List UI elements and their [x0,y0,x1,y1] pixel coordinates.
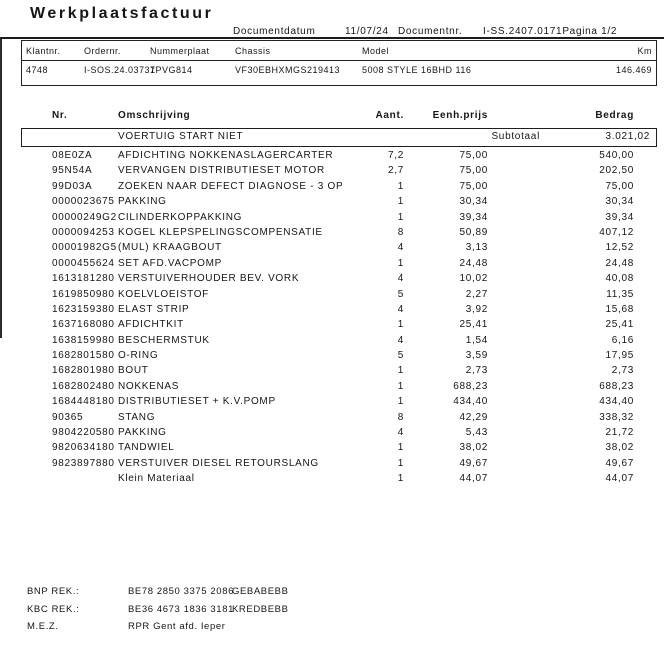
item-qty: 4 [397,303,404,315]
item-description: PAKKING [118,427,167,439]
item-qty: 1 [397,180,404,192]
items-list [0,150,664,489]
table-row [0,396,664,411]
item-description: VERVANGEN DISTRIBUTIESET MOTOR [118,165,325,177]
item-qty: 1 [397,442,404,454]
page-title: Werkplaatsfactuur [30,5,214,22]
item-amount: 434,40 [599,396,634,408]
item-nr: 1682802480 [52,380,115,392]
item-nr: 1637168080 [52,319,115,331]
item-qty: 4 [397,334,404,346]
item-qty: 1 [397,457,404,469]
item-qty: 4 [397,427,404,439]
item-description: STANG [118,411,156,423]
footer-value: BE36 4673 1836 3181 [128,603,234,615]
item-nr: 1638159980 [52,334,115,346]
item-amount: 30,34 [605,196,634,208]
item-description: AFDICHTKIT [118,319,184,331]
header-klantnr: Klantnr. [26,46,61,56]
table-row [0,350,664,365]
table-row [0,273,664,288]
footer-value: RPR Gent afd. Ieper [128,621,226,632]
table-row [0,212,664,227]
header-eenh-prijs: Eenh.prijs [432,110,488,121]
table-row [0,227,664,242]
job-subtotal-row [21,128,657,147]
item-amount: 202,50 [599,165,634,177]
table-row [0,150,664,165]
item-qty: 1 [397,365,404,377]
item-qty: 5 [397,288,404,300]
documentdatum-value: 11/07/24 [345,26,389,37]
header-chassis: Chassis [235,46,271,56]
table-row [0,458,664,473]
item-nr: 1684448180 [52,396,115,408]
item-unit-price: 44,07 [459,473,488,485]
header-nummerplaat: Nummerplaat [150,46,210,56]
item-qty: 8 [397,226,404,238]
vehicle-header-row [22,41,656,61]
item-amount: 25,41 [605,319,634,331]
item-qty: 7,2 [387,150,404,161]
table-row [0,365,664,380]
item-amount: 540,00 [599,150,634,161]
value-model: 5008 STYLE 16BHD 116 [362,65,472,75]
item-qty: 1 [397,380,404,392]
item-unit-price: 3,13 [465,242,488,254]
header-aant: Aant. [375,110,404,121]
item-unit-price: 75,00 [459,165,488,177]
value-km: 146.469 [615,65,652,75]
item-description: NOKKENAS [118,380,180,392]
item-amount: 12,52 [605,242,634,254]
item-description: KOGEL KLEPSPELINGSCOMPENSATIE [118,226,323,238]
item-nr: 0000023675 [52,196,115,208]
item-amount: 15,68 [605,303,634,315]
table-row [0,427,664,442]
table-row [0,319,664,334]
item-description: ELAST STRIP [118,303,190,315]
item-unit-price: 3,92 [465,303,488,315]
item-amount: 407,12 [599,226,634,238]
header-ordernr: Ordernr. [84,46,122,56]
item-nr: 00000249G2 [52,211,117,223]
documentnr-number: I-SS.2407.0171 [483,26,563,37]
item-amount: 49,67 [605,457,634,469]
item-nr: 1623159380 [52,303,115,315]
documentnr-label: Documentnr. [398,26,463,37]
item-unit-price: 10,02 [459,273,488,285]
job-description: VOERTUIG START NIET [118,131,244,142]
item-amount: 338,32 [599,411,634,423]
table-row [0,165,664,180]
item-unit-price: 24,48 [459,257,488,269]
item-nr: 99D03A [52,180,93,192]
subtotal-value: 3.021,02 [605,131,650,142]
item-description: AFDICHTING NOKKENASLAGERCARTER [118,150,334,161]
footer-value: BE78 2850 3375 2086 [128,586,234,597]
table-row [0,304,664,319]
table-row [0,473,664,488]
table-row [0,335,664,350]
header-model: Model [362,46,390,56]
item-qty: 4 [397,242,404,254]
table-row [0,381,664,396]
item-amount: 24,48 [605,257,634,269]
horizontal-rule [0,37,664,39]
item-unit-price: 30,34 [459,196,488,208]
item-nr: 08E0ZA [52,150,93,161]
item-unit-price: 1,54 [465,334,488,346]
item-amount: 44,07 [605,473,634,485]
item-description: Klein Materiaal [118,473,195,485]
items-header-row [0,110,664,124]
table-row [0,442,664,457]
table-row [0,181,664,196]
item-qty: 1 [397,257,404,269]
value-chassis: VF30EBHXMGS219413 [235,65,341,75]
item-description: KOELVLOEISTOF [118,288,209,300]
item-unit-price: 49,67 [459,457,488,469]
header-nr: Nr. [52,110,68,121]
item-unit-price: 25,41 [459,319,488,331]
value-ordernr: I-SOS.24.03737 [84,65,156,75]
item-unit-price: 688,23 [453,380,488,392]
item-amount: 21,72 [605,427,634,439]
item-nr: 1619850980 [52,288,115,300]
item-nr: 9823897880 [52,457,115,469]
item-nr: 9804220580 [52,427,115,439]
item-qty: 5 [397,350,404,362]
table-row [0,289,664,304]
header-km: Km [637,46,652,56]
item-unit-price: 75,00 [459,150,488,161]
item-unit-price: 2,27 [465,288,488,300]
item-nr: 0000455624 [52,257,115,269]
item-unit-price: 42,29 [459,411,488,423]
item-qty: 8 [397,411,404,423]
table-row [0,412,664,427]
item-amount: 11,35 [606,288,634,300]
footer-label: KBC REK.: [27,603,80,615]
header-omschrijving: Omschrijving [118,110,191,121]
item-description: TANDWIEL [118,442,175,454]
footer-label: M.E.Z. [27,621,59,632]
item-unit-price: 75,00 [459,180,488,192]
table-row [0,196,664,211]
item-qty: 4 [397,273,404,285]
item-qty: 2,7 [387,165,404,177]
item-description: VERSTUIVER DIESEL RETOURSLANG [118,457,319,469]
item-amount: 38,02 [605,442,634,454]
item-qty: 1 [397,473,404,485]
item-description: PAKKING [118,196,167,208]
item-nr: 1613181280 [52,273,115,285]
item-description: BOUT [118,365,149,377]
item-nr: 90365 [52,411,84,423]
item-description: VERSTUIVERHOUDER BEV. VORK [118,273,300,285]
item-qty: 1 [397,396,404,408]
footer-code: KREDBEBB [232,603,289,615]
item-amount: 6,16 [611,334,634,346]
footer-label: BNP REK.: [27,586,80,597]
item-description: DISTRIBUTIESET + K.V.POMP [118,396,276,408]
item-qty: 1 [397,196,404,208]
item-unit-price: 38,02 [459,442,488,454]
item-nr: 1682801980 [52,365,115,377]
item-nr: 00001982G5 [52,242,117,254]
item-unit-price: 434,40 [453,396,488,408]
item-amount: 39,34 [605,211,634,223]
item-unit-price: 50,89 [459,226,488,238]
item-qty: 1 [397,211,404,223]
item-amount: 75,00 [605,180,634,192]
table-row [0,258,664,273]
header-bedrag: Bedrag [595,110,634,121]
subtotal-label: Subtotaal [491,131,540,142]
item-nr: 1682801580 [52,350,115,362]
item-amount: 688,23 [599,380,634,392]
vehicle-info-table [21,40,657,86]
item-unit-price: 2,73 [465,365,488,377]
item-unit-price: 5,43 [465,427,488,439]
item-description: (MUL) KRAAGBOUT [118,242,222,254]
item-nr: 0000094253 [52,226,115,238]
item-description: ZOEKEN NAAR DEFECT DIAGNOSE - 3 OP [118,180,344,192]
documentdatum-label: Documentdatum [233,26,316,37]
footer-code: GEBABEBB [232,586,289,597]
value-nummerplaat: 1PVG814 [150,65,193,75]
item-nr: 9820634180 [52,442,115,454]
item-amount: 40,08 [605,273,634,285]
item-description: CILINDERKOPPAKKING [118,211,243,223]
item-unit-price: 39,34 [459,211,488,223]
value-klantnr: 4748 [26,65,49,75]
item-amount: 2,73 [611,365,634,377]
documentnr-value [483,26,617,37]
item-description: O-RING [118,350,159,362]
item-unit-price: 3,59 [465,350,488,362]
page-indicator: Pagina 1/2 [562,26,618,37]
item-description: SET AFD.VACPOMP [118,257,223,269]
table-row [0,242,664,257]
item-qty: 1 [397,319,404,331]
item-amount: 17,95 [605,350,634,362]
item-description: BESCHERMSTUK [118,334,210,346]
item-nr: 95N54A [52,165,93,177]
